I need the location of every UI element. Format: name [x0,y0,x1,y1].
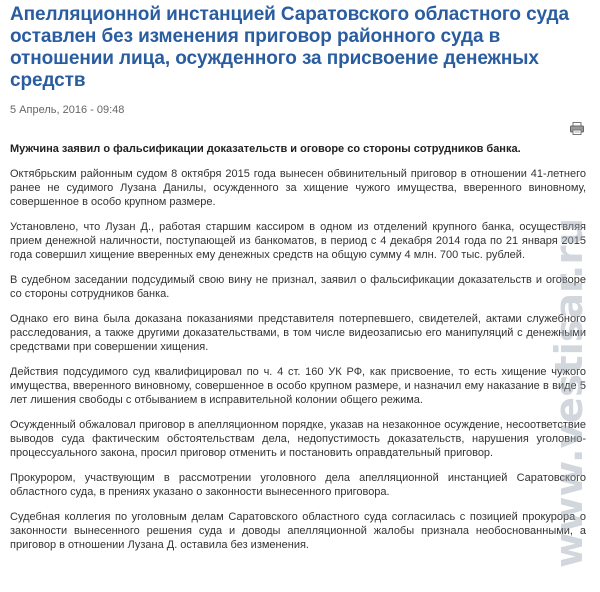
article-paragraph: Осужденный обжаловал приговор в апелляционном порядке, указав на незаконное осуждение, несоответствие выводов суда фактическим обстоятельствам дела, недопустимость доказательств, нарушения уголовно-процессуального закона, просил приговор отменить и постановить оправдательный приговор. [10,419,586,459]
article-lead: Мужчина заявил о фальсификации доказательств и оговоре со стороны сотрудников банка. [10,143,521,155]
printer-icon[interactable] [570,122,584,135]
article-paragraph: Действия подсудимого суд квалифицировал по ч. 4 ст. 160 УК РФ, как присвоение, то есть хищение чужого имущества, вверенного виновному, совершенное в особо крупном размере, и назначил ему наказание в виде 5 лет лишения свободы с отбыванием в исправительной колонии общего режима. [10,366,586,406]
article-date: 5 Апрель, 2016 - 09:48 [10,104,125,116]
article-paragraph: Прокурором, участвующим в рассмотрении уголовного дела апелляционной инстанцией Саратовского областного суда, в прениях указано о законности вынесенного приговора. [10,472,586,498]
watermark-text: www.vestisar.ru [547,224,591,568]
article-paragraph: Установлено, что Лузан Д., работая старшим кассиром в одном из отделений крупного банка, осуществляя прием денежной наличности, поступающей из банкоматов, в период с 4 декабря 2014 года по 21 января 2015 года совершил хищение вверенных ему денежных средств на общую сумму 4 млн. 700 тыс. рублей. [10,221,586,261]
article-body [10,167,586,552]
article-paragraph: В судебном заседании подсудимый свою вину не признал, заявил о фальсификации доказательств и оговоре со стороны сотрудников банка. [10,274,586,300]
article-title: Апелляционной инстанцией Саратовского областного суда оставлен без изменения приговор районного суда в отношении лица, осужденного за присвоение денежных средств [10,4,569,91]
article-paragraph: Октябрьским районным судом 8 октября 2015 года вынесен обвинительный приговор в отношении 41-летнего ранее не судимого Лузана Данилы, осужденного за хищение чужого имущества, вверенного виновному, совершенное в особо крупном размере. [10,168,586,208]
article-paragraph: Судебная коллегия по уголовным делам Саратовского областного суда согласилась с позицией прокурора о законности вынесенного решения суда и доводы апелляционной жалобы признала необоснованными, а приговор в отношении Лузана Д. оставила без изменения. [10,511,586,551]
article-paragraph: Однако его вина была доказана показаниями представителя потерпевшего, свидетелей, актами служебного расследования, а также другими доказательствами, в том числе видеозаписью его манипуляций с денежными средствами при совершении хищения. [10,313,586,353]
print-row [10,120,586,136]
